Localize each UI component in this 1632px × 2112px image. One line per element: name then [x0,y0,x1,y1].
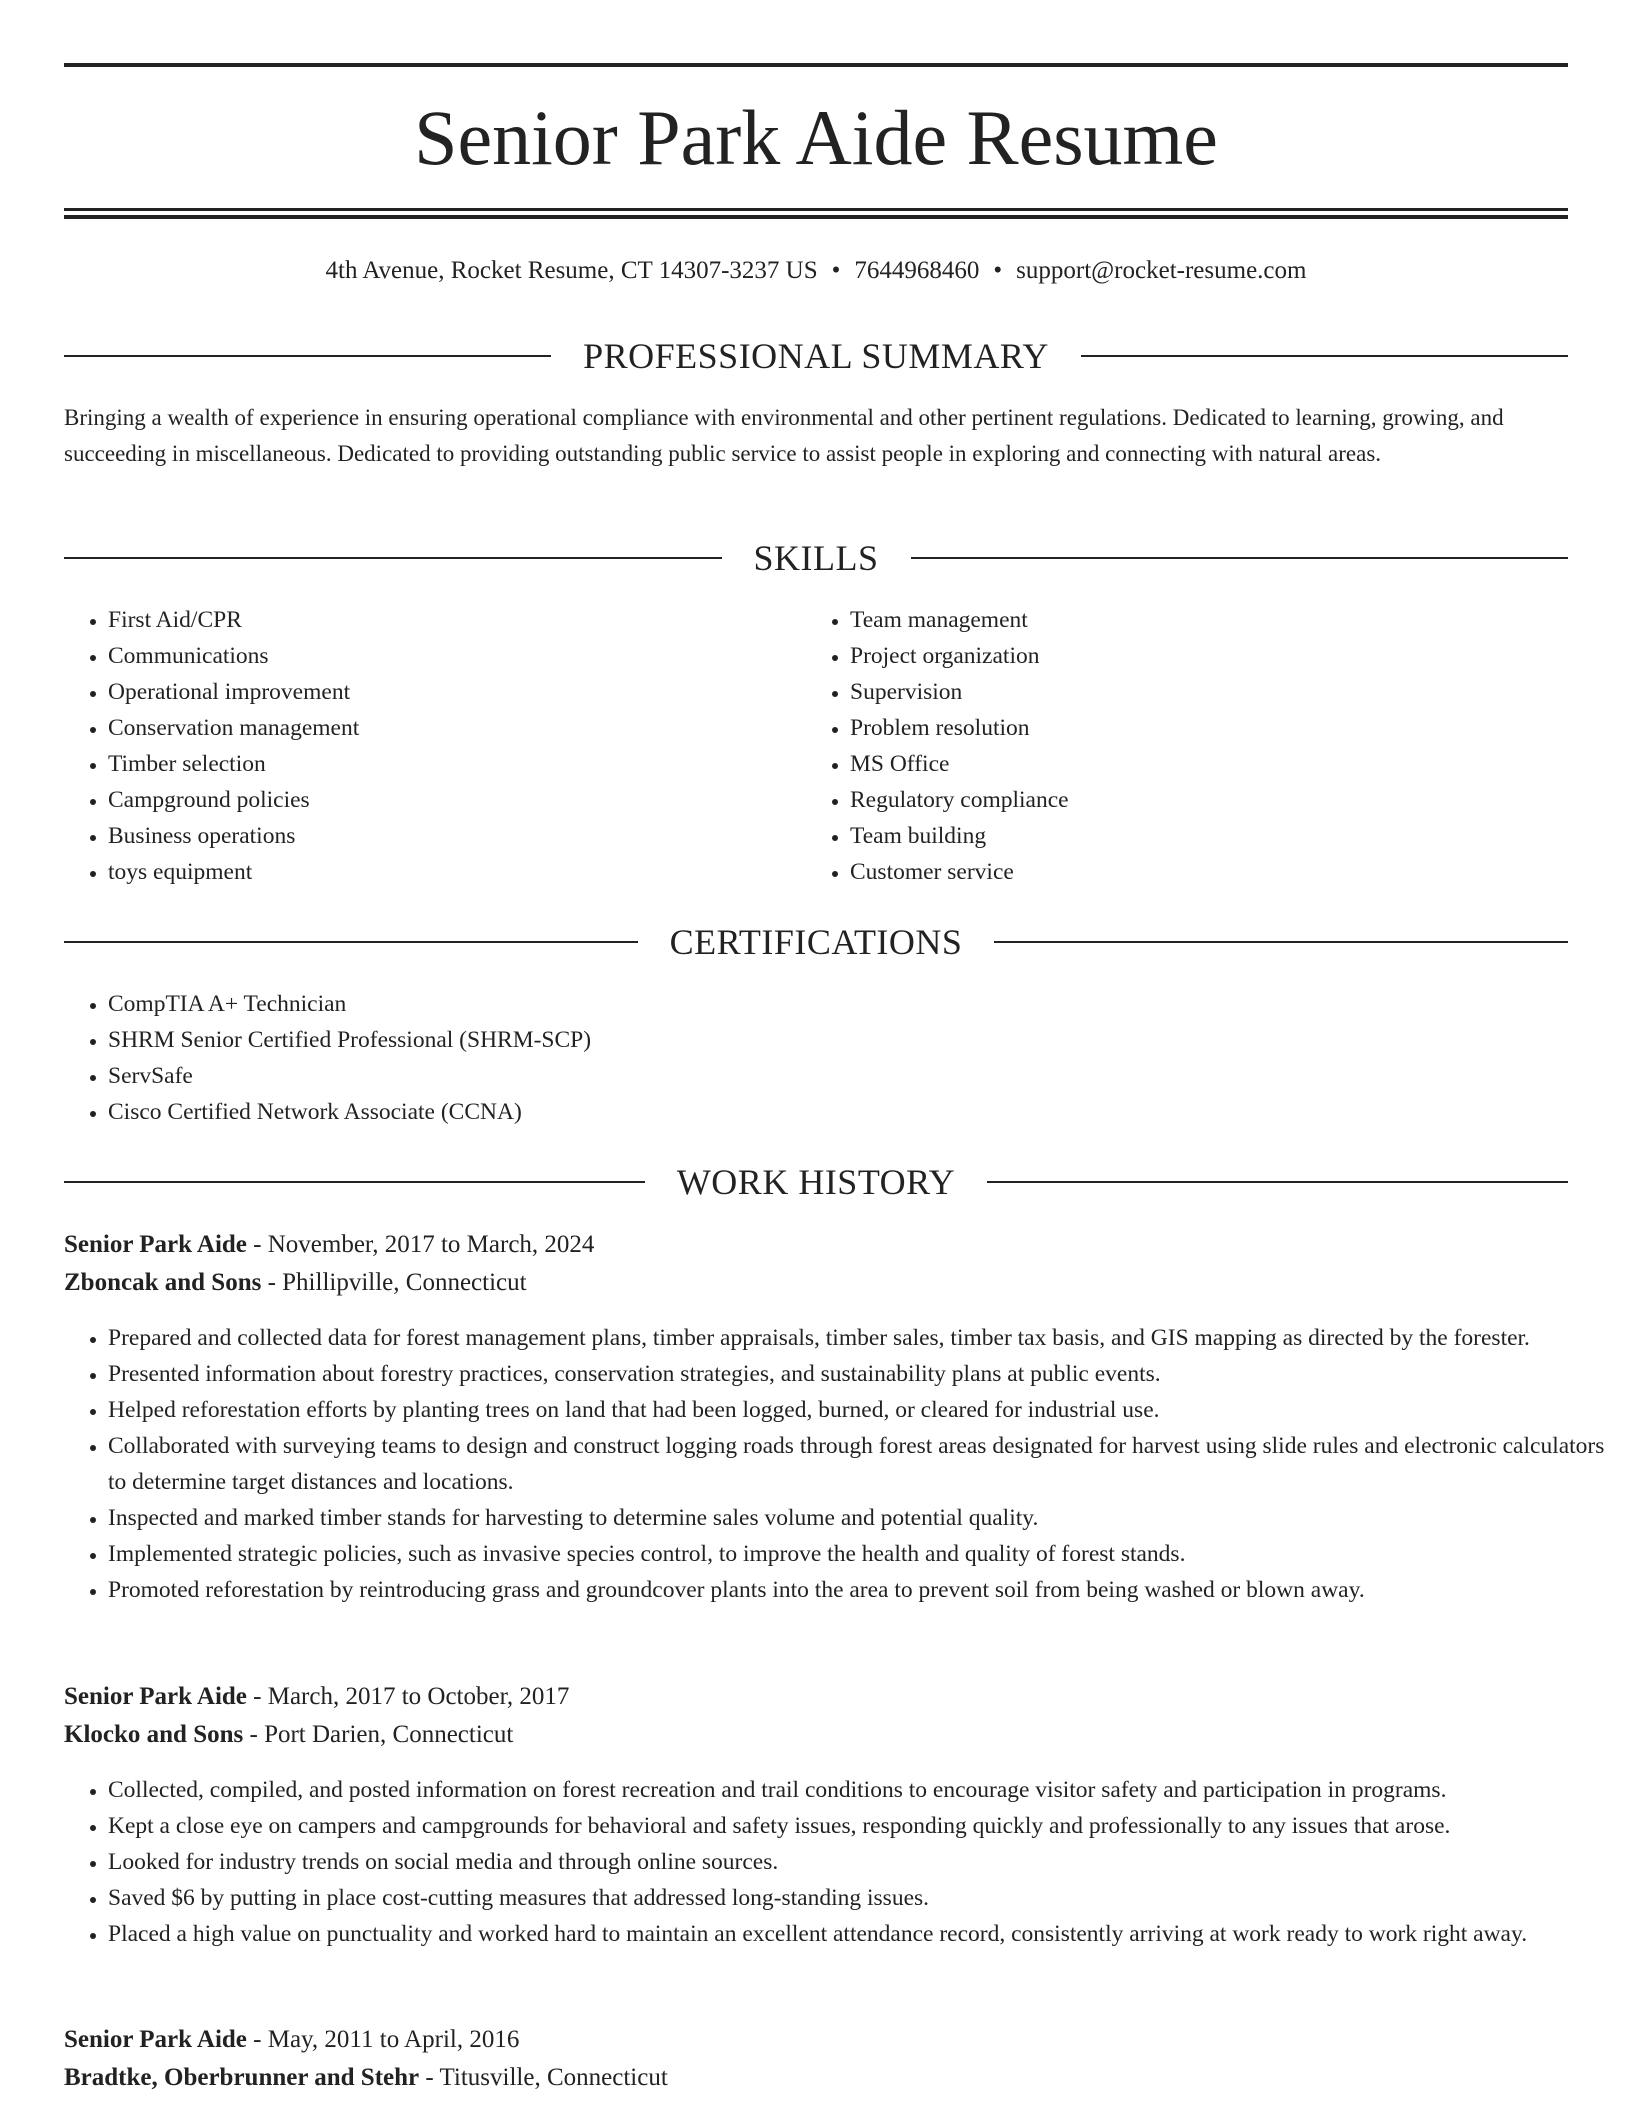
certification-item: • ServSafe [108,1058,1612,1094]
skill-item: • Operational improvement [108,674,808,710]
contact-address: 4th Avenue, Rocket Resume, CT 14307-3237 US [325,257,818,284]
job-bullet: • Helped reforestation efforts by planting trees on land that had been logged, burned, or cleared for industrial use. [108,1392,1612,1428]
divider-line [994,941,1568,943]
contact-phone[interactable]: 7644968460 [854,257,980,284]
skill-item: • Communications [108,638,808,674]
skills-list-left [64,602,808,890]
certifications-section-header [64,920,1568,964]
job-title-line [64,1227,1568,1263]
certifications-heading: CERTIFICATIONS [669,922,963,962]
skills-list-right [806,602,1550,890]
divider-line [64,941,638,943]
divider-line [64,355,551,357]
job-title-line [64,1679,1568,1715]
divider-line [1081,355,1568,357]
job-bullet: • Collected, compiled, and posted information on forest recreation and trail conditions to encourage visitor safety and participation in programs. [108,1772,1612,1808]
job-separator: - [246,1231,268,1258]
job-company: Zboncak and Sons [64,1269,262,1296]
resume-title: Senior Park Aide Resume [414,94,1218,181]
job-company: Klocko and Sons [64,1721,244,1748]
divider-line [64,557,722,559]
contact-separator: • [831,257,841,284]
contact-line [64,254,1568,288]
contact-separator: • [993,257,1003,284]
job-title: Senior Park Aide [64,1231,247,1258]
summary-heading: PROFESSIONAL SUMMARY [583,336,1049,376]
job-bullet: • Placed a high value on punctuality and worked hard to maintain an excellent attendance record, consistently arriving at work ready to work right away. [108,1916,1612,1952]
summary-text: Bringing a wealth of experience in ensuring operational compliance with environmental and other pertinent regulations. Dedicated to learning, growing, and succeeding in miscellaneous. Dedicated to providing outstanding public service to assist people in exploring and connecting with natural areas. [64,405,1504,466]
job-bullets [64,1772,1612,1952]
job-company-line [64,2060,1568,2096]
job-company: Bradtke, Oberbrunner and Stehr [64,2064,420,2091]
job-location: Titusville, Connecticut [439,2064,668,2091]
job-bullet: • Implemented strategic policies, such as invasive species control, to improve the health and quality of forest stands. [108,1536,1612,1572]
job-location: Phillipville, Connecticut [282,1269,527,1296]
job-company-line [64,1717,1568,1753]
job-title: Senior Park Aide [64,2026,247,2053]
job-title-line [64,2022,1568,2058]
job-company-line [64,1265,1568,1301]
top-rule [64,63,1568,67]
skill-item: • First Aid/CPR [108,602,808,638]
divider-line [911,557,1569,559]
job-bullets [64,1320,1612,1608]
job-bullet: • Inspected and marked timber stands for harvesting to determine sales volume and potential quality. [108,1500,1612,1536]
job-bullet: • Kept a close eye on campers and campgrounds for behavioral and safety issues, responding quickly and professionally to any issues that arose. [108,1808,1612,1844]
job-bullet: • Presented information about forestry practices, conservation strategies, and sustainability plans at public events. [108,1356,1612,1392]
work-section-header [64,1160,1568,1204]
skill-item: • toys equipment [108,854,808,890]
skill-item: • Business operations [108,818,808,854]
certification-item: • Cisco Certified Network Associate (CCNA) [108,1094,1612,1130]
skill-item: • Team building [850,818,1550,854]
skills-section-header [64,536,1568,580]
certifications-list [64,986,1612,1130]
contact-email[interactable]: support@rocket-resume.com [1016,257,1307,284]
summary-section-header [64,334,1568,378]
certification-item: • SHRM Senior Certified Professional (SHRM-SCP) [108,1022,1612,1058]
skill-item: • Supervision [850,674,1550,710]
job-location: Port Darien, Connecticut [264,1721,514,1748]
title-double-rule [64,208,1568,219]
job-separator: - [246,2026,268,2053]
job-separator: - [419,2064,440,2091]
job-separator: - [261,1269,283,1296]
skill-item: • Regulatory compliance [850,782,1550,818]
job-dates: May, 2011 to April, 2016 [267,2026,520,2053]
job-separator: - [243,1721,265,1748]
skill-item: • Timber selection [108,746,808,782]
divider-line [987,1181,1568,1183]
skill-item: • Customer service [850,854,1550,890]
skill-item: • Conservation management [108,710,808,746]
skill-item: • Problem resolution [850,710,1550,746]
skill-item: • Campground policies [108,782,808,818]
job-separator: - [246,1683,268,1710]
job-bullet: • Looked for industry trends on social media and through online sources. [108,1844,1612,1880]
job-bullet: • Collaborated with surveying teams to design and construct logging roads through forest areas designated for harvest using slide rules and electronic calculators to determine target distances and locations. [108,1428,1612,1500]
job-bullet: • Promoted reforestation by reintroducing grass and groundcover plants into the area to prevent soil from being washed or blown away. [108,1572,1612,1608]
job-bullet: • Prepared and collected data for forest management plans, timber appraisals, timber sales, timber tax basis, and GIS mapping as directed by the forester. [108,1320,1612,1356]
certification-item: • CompTIA A+ Technician [108,986,1612,1022]
skill-item: • MS Office [850,746,1550,782]
divider-line [64,1181,645,1183]
skill-item: • Project organization [850,638,1550,674]
job-title: Senior Park Aide [64,1683,247,1710]
job-dates: March, 2017 to October, 2017 [267,1683,570,1710]
skills-heading: SKILLS [753,538,879,578]
job-bullet: • Saved $6 by putting in place cost-cutting measures that addressed long-standing issues. [108,1880,1612,1916]
work-heading: WORK HISTORY [676,1162,956,1202]
skill-item: • Team management [850,602,1550,638]
job-dates: November, 2017 to March, 2024 [267,1231,595,1258]
